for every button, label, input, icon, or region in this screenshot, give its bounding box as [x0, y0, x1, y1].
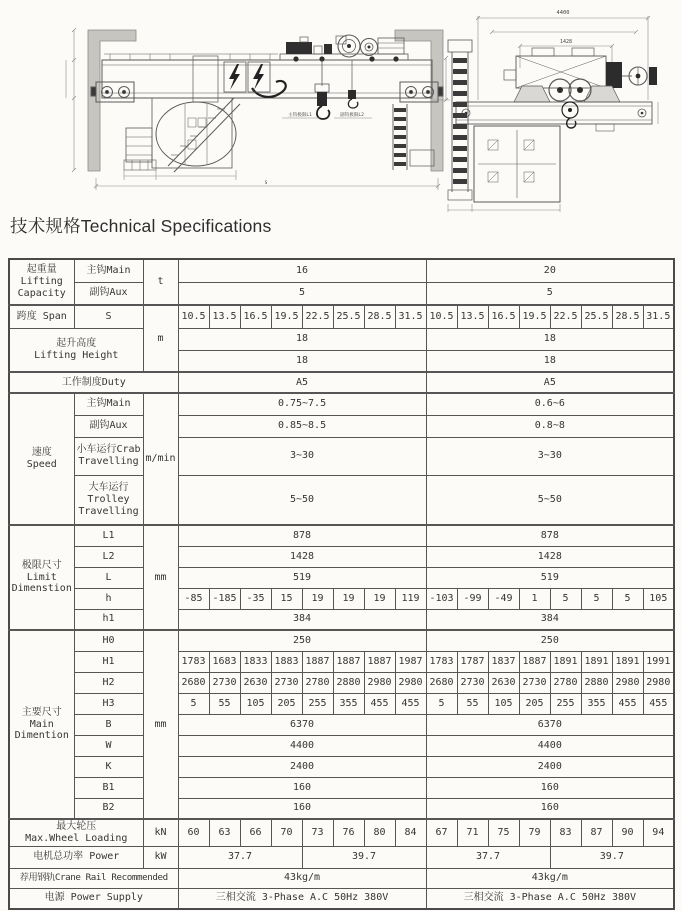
- value-cell: 76: [333, 819, 364, 846]
- value-cell: 455: [612, 693, 643, 714]
- unit-label: kW: [143, 846, 178, 868]
- row-label: 荐用钢轨Crane Rail Recommended: [9, 868, 178, 888]
- value-cell: 1683: [209, 651, 240, 672]
- value-cell: 355: [581, 693, 612, 714]
- value-cell: 16: [178, 259, 426, 282]
- param-label: B1: [74, 777, 143, 798]
- unit-label: mm: [143, 525, 178, 630]
- row-label: 极限尺寸 Limit Dimenstion: [9, 525, 74, 630]
- value-cell: 1428: [426, 546, 674, 567]
- table-row: [9, 588, 674, 609]
- left-runway-bracket: [88, 30, 136, 171]
- value-cell: 87: [581, 819, 612, 846]
- value-cell: 79: [519, 819, 550, 846]
- value-cell: 4400: [178, 735, 426, 756]
- value-cell: 455: [364, 693, 395, 714]
- param-label: h: [74, 588, 143, 609]
- value-cell: 205: [271, 693, 302, 714]
- value-cell: 37.7: [426, 846, 550, 868]
- row-label: 起升高度 Lifting Height: [9, 328, 143, 372]
- value-cell: 119: [395, 588, 426, 609]
- value-cell: 19: [333, 588, 364, 609]
- value-cell: 1887: [333, 651, 364, 672]
- param-label: K: [74, 756, 143, 777]
- value-cell: 4400: [426, 735, 674, 756]
- value-cell: 1883: [271, 651, 302, 672]
- table-row: [9, 672, 674, 693]
- value-cell: 10.5: [426, 305, 457, 328]
- param-label: 小车运行Crab Travelling: [74, 437, 143, 475]
- value-cell: 19: [302, 588, 333, 609]
- hoist-motor: [286, 42, 312, 54]
- value-cell: 5: [178, 693, 209, 714]
- row-label: 速度 Speed: [9, 393, 74, 525]
- bottom-dim-label: S: [264, 181, 268, 186]
- param-label: 副钩Aux: [74, 282, 143, 305]
- value-cell: 28.5: [364, 305, 395, 328]
- value-cell: 250: [178, 630, 426, 651]
- value-cell: 2980: [395, 672, 426, 693]
- param-label: h1: [74, 609, 143, 630]
- value-cell: 5: [178, 282, 426, 305]
- table-row: [9, 415, 674, 437]
- table-row: [9, 567, 674, 588]
- row-label: 最大轮压 Max.Wheel Loading: [9, 819, 143, 846]
- table-row: [9, 888, 674, 909]
- value-cell: 90: [612, 819, 643, 846]
- value-cell: 31.5: [395, 305, 426, 328]
- value-cell: 63: [209, 819, 240, 846]
- value-cell: 18: [426, 350, 674, 372]
- value-cell: 2630: [240, 672, 271, 693]
- value-cell: A5: [178, 372, 426, 393]
- value-cell: -35: [240, 588, 271, 609]
- value-cell: 1833: [240, 651, 271, 672]
- value-cell: 2730: [209, 672, 240, 693]
- value-cell: 2880: [581, 672, 612, 693]
- value-cell: 80: [364, 819, 395, 846]
- value-cell: 0.6~6: [426, 393, 674, 415]
- dimension-lines: [66, 28, 450, 190]
- value-cell: 16.5: [240, 305, 271, 328]
- value-cell: 878: [178, 525, 426, 546]
- param-label: 主钩Main: [74, 259, 143, 282]
- value-cell: 5: [550, 588, 581, 609]
- value-cell: 105: [643, 588, 674, 609]
- value-cell: 43kg/m: [426, 868, 674, 888]
- row-label: 工作制度Duty: [9, 372, 178, 393]
- param-label: B: [74, 714, 143, 735]
- hook-label-main: 主钩极限L1: [288, 113, 312, 118]
- value-cell: 255: [302, 693, 333, 714]
- param-label: L1: [74, 525, 143, 546]
- value-cell: 22.5: [550, 305, 581, 328]
- value-cell: 2730: [457, 672, 488, 693]
- value-cell: 455: [643, 693, 674, 714]
- param-label: H2: [74, 672, 143, 693]
- resistor-cabinet: [124, 128, 156, 170]
- value-cell: 5: [612, 588, 643, 609]
- value-cell: 0.85~8.5: [178, 415, 426, 437]
- value-cell: 2630: [488, 672, 519, 693]
- value-cell: 1887: [302, 651, 333, 672]
- access-ladder: [393, 104, 434, 170]
- value-cell: 15: [271, 588, 302, 609]
- value-cell: 18: [426, 328, 674, 350]
- value-cell: 三相交流 3-Phase A.C 50Hz 380V: [426, 888, 674, 909]
- value-cell: 1783: [178, 651, 209, 672]
- table-row: [9, 525, 674, 546]
- param-label: 副钩Aux: [74, 415, 143, 437]
- value-cell: 384: [178, 609, 426, 630]
- value-cell: 39.7: [550, 846, 674, 868]
- value-cell: 2400: [426, 756, 674, 777]
- value-cell: 2880: [333, 672, 364, 693]
- travel-motor: [606, 62, 622, 88]
- main-hook: [315, 60, 329, 119]
- table-row: [9, 630, 674, 651]
- table-row: [9, 714, 674, 735]
- param-label: H0: [74, 630, 143, 651]
- value-cell: A5: [426, 372, 674, 393]
- girder-end-view: [456, 102, 652, 131]
- value-cell: 519: [178, 567, 426, 588]
- value-cell: 66: [240, 819, 271, 846]
- value-cell: 6370: [178, 714, 426, 735]
- value-cell: 43kg/m: [178, 868, 426, 888]
- crane-side-view: [448, 10, 658, 212]
- table-row: [9, 475, 674, 525]
- value-cell: 3~30: [178, 437, 426, 475]
- table-row: [9, 777, 674, 798]
- value-cell: 2980: [643, 672, 674, 693]
- param-label: S: [74, 305, 143, 328]
- value-cell: 2680: [178, 672, 209, 693]
- value-cell: 160: [426, 798, 674, 819]
- value-cell: 160: [178, 777, 426, 798]
- table-row: [9, 437, 674, 475]
- electric-hazard-icon: [224, 62, 270, 92]
- row-label: 电机总功率 Power: [9, 846, 143, 868]
- value-cell: 67: [426, 819, 457, 846]
- spec-table: [8, 258, 675, 910]
- table-row: [9, 259, 674, 282]
- param-label: H1: [74, 651, 143, 672]
- table-row: [9, 328, 674, 350]
- table-row: [9, 393, 674, 415]
- value-cell: 1987: [395, 651, 426, 672]
- value-cell: 84: [395, 819, 426, 846]
- param-label: 大车运行 Trolley Travelling: [74, 475, 143, 525]
- crab-trolley: [280, 35, 408, 62]
- value-cell: 73: [302, 819, 333, 846]
- row-label: 电源 Power Supply: [9, 888, 178, 909]
- value-cell: 60: [178, 819, 209, 846]
- table-row: [9, 846, 674, 868]
- value-cell: 1837: [488, 651, 519, 672]
- table-row: [9, 609, 674, 630]
- value-cell: 55: [209, 693, 240, 714]
- value-cell: 三相交流 3-Phase A.C 50Hz 380V: [178, 888, 426, 909]
- unit-label: m: [143, 305, 178, 372]
- value-cell: 25.5: [333, 305, 364, 328]
- value-cell: 0.75~7.5: [178, 393, 426, 415]
- value-cell: 1991: [643, 651, 674, 672]
- value-cell: 1891: [612, 651, 643, 672]
- table-row: [9, 693, 674, 714]
- value-cell: 13.5: [209, 305, 240, 328]
- value-cell: 18: [178, 328, 426, 350]
- value-cell: 355: [333, 693, 364, 714]
- value-cell: 105: [488, 693, 519, 714]
- row-label: 起重量 Lifting Capacity: [9, 259, 74, 305]
- value-cell: 5: [426, 693, 457, 714]
- param-label: H3: [74, 693, 143, 714]
- value-cell: -85: [178, 588, 209, 609]
- value-cell: 22.5: [302, 305, 333, 328]
- value-cell: 3~30: [426, 437, 674, 475]
- value-cell: 55: [457, 693, 488, 714]
- value-cell: 0.8~8: [426, 415, 674, 437]
- value-cell: 1: [519, 588, 550, 609]
- unit-label: m/min: [143, 393, 178, 525]
- value-cell: 2980: [612, 672, 643, 693]
- unit-label: mm: [143, 630, 178, 819]
- value-cell: 1787: [457, 651, 488, 672]
- value-cell: 28.5: [612, 305, 643, 328]
- value-cell: 519: [426, 567, 674, 588]
- param-label: B2: [74, 798, 143, 819]
- table-row: [9, 819, 674, 846]
- value-cell: 5~50: [178, 475, 426, 525]
- cab-side-view: [474, 126, 560, 202]
- value-cell: 160: [178, 798, 426, 819]
- value-cell: 1891: [581, 651, 612, 672]
- value-cell: 2730: [519, 672, 550, 693]
- aux-hook: [348, 60, 358, 108]
- side-dimension-lines: [448, 16, 658, 212]
- crab-side: [504, 48, 657, 102]
- value-cell: 2780: [302, 672, 333, 693]
- param-label: 主钩Main: [74, 393, 143, 415]
- value-cell: 5: [426, 282, 674, 305]
- value-cell: -103: [426, 588, 457, 609]
- table-row: [9, 282, 674, 305]
- value-cell: 1891: [550, 651, 581, 672]
- value-cell: 70: [271, 819, 302, 846]
- value-cell: 455: [395, 693, 426, 714]
- value-cell: 1887: [364, 651, 395, 672]
- value-cell: 18: [178, 350, 426, 372]
- param-label: L2: [74, 546, 143, 567]
- value-cell: -49: [488, 588, 519, 609]
- value-cell: 2980: [364, 672, 395, 693]
- value-cell: 83: [550, 819, 581, 846]
- stairway: [168, 98, 240, 172]
- table-row: [9, 735, 674, 756]
- value-cell: 1783: [426, 651, 457, 672]
- value-cell: 1887: [519, 651, 550, 672]
- value-cell: 37.7: [178, 846, 302, 868]
- table-row: [9, 651, 674, 672]
- value-cell: 2400: [178, 756, 426, 777]
- value-cell: 19.5: [519, 305, 550, 328]
- unit-label: kN: [143, 819, 178, 846]
- value-cell: 10.5: [178, 305, 209, 328]
- value-cell: 31.5: [643, 305, 674, 328]
- table-row: [9, 546, 674, 567]
- value-cell: -99: [457, 588, 488, 609]
- crane-technical-drawing: [0, 0, 682, 212]
- value-cell: 384: [426, 609, 674, 630]
- value-cell: 25.5: [581, 305, 612, 328]
- unit-label: t: [143, 259, 178, 305]
- value-cell: 75: [488, 819, 519, 846]
- value-cell: 878: [426, 525, 674, 546]
- value-cell: 19.5: [271, 305, 302, 328]
- crane-front-view: [66, 28, 450, 190]
- value-cell: 1428: [178, 546, 426, 567]
- value-cell: 71: [457, 819, 488, 846]
- param-label: L: [74, 567, 143, 588]
- side-inner-dim-label: 1428: [559, 39, 573, 45]
- side-top-dim-label: 4400: [556, 10, 570, 16]
- table-row: [9, 305, 674, 328]
- value-cell: 19: [364, 588, 395, 609]
- value-cell: 255: [550, 693, 581, 714]
- value-cell: 2780: [550, 672, 581, 693]
- value-cell: 39.7: [302, 846, 426, 868]
- row-label: 主要尺寸 Main Dimention: [9, 630, 74, 819]
- table-row: [9, 756, 674, 777]
- table-row: [9, 868, 674, 888]
- value-cell: 160: [426, 777, 674, 798]
- value-cell: 205: [519, 693, 550, 714]
- value-cell: 13.5: [457, 305, 488, 328]
- value-cell: 5~50: [426, 475, 674, 525]
- page-title: 技术规格Technical Specifications: [10, 216, 272, 236]
- table-row: [9, 798, 674, 819]
- hook-label-aux: 副钩极限L2: [340, 113, 364, 118]
- value-cell: 250: [426, 630, 674, 651]
- value-cell: 6370: [426, 714, 674, 735]
- table-row: [9, 372, 674, 393]
- value-cell: 2730: [271, 672, 302, 693]
- value-cell: 5: [581, 588, 612, 609]
- value-cell: 2680: [426, 672, 457, 693]
- value-cell: 16.5: [488, 305, 519, 328]
- value-cell: 105: [240, 693, 271, 714]
- row-label: 跨度 Span: [9, 305, 74, 328]
- value-cell: 94: [643, 819, 674, 846]
- param-label: W: [74, 735, 143, 756]
- value-cell: -185: [209, 588, 240, 609]
- value-cell: 20: [426, 259, 674, 282]
